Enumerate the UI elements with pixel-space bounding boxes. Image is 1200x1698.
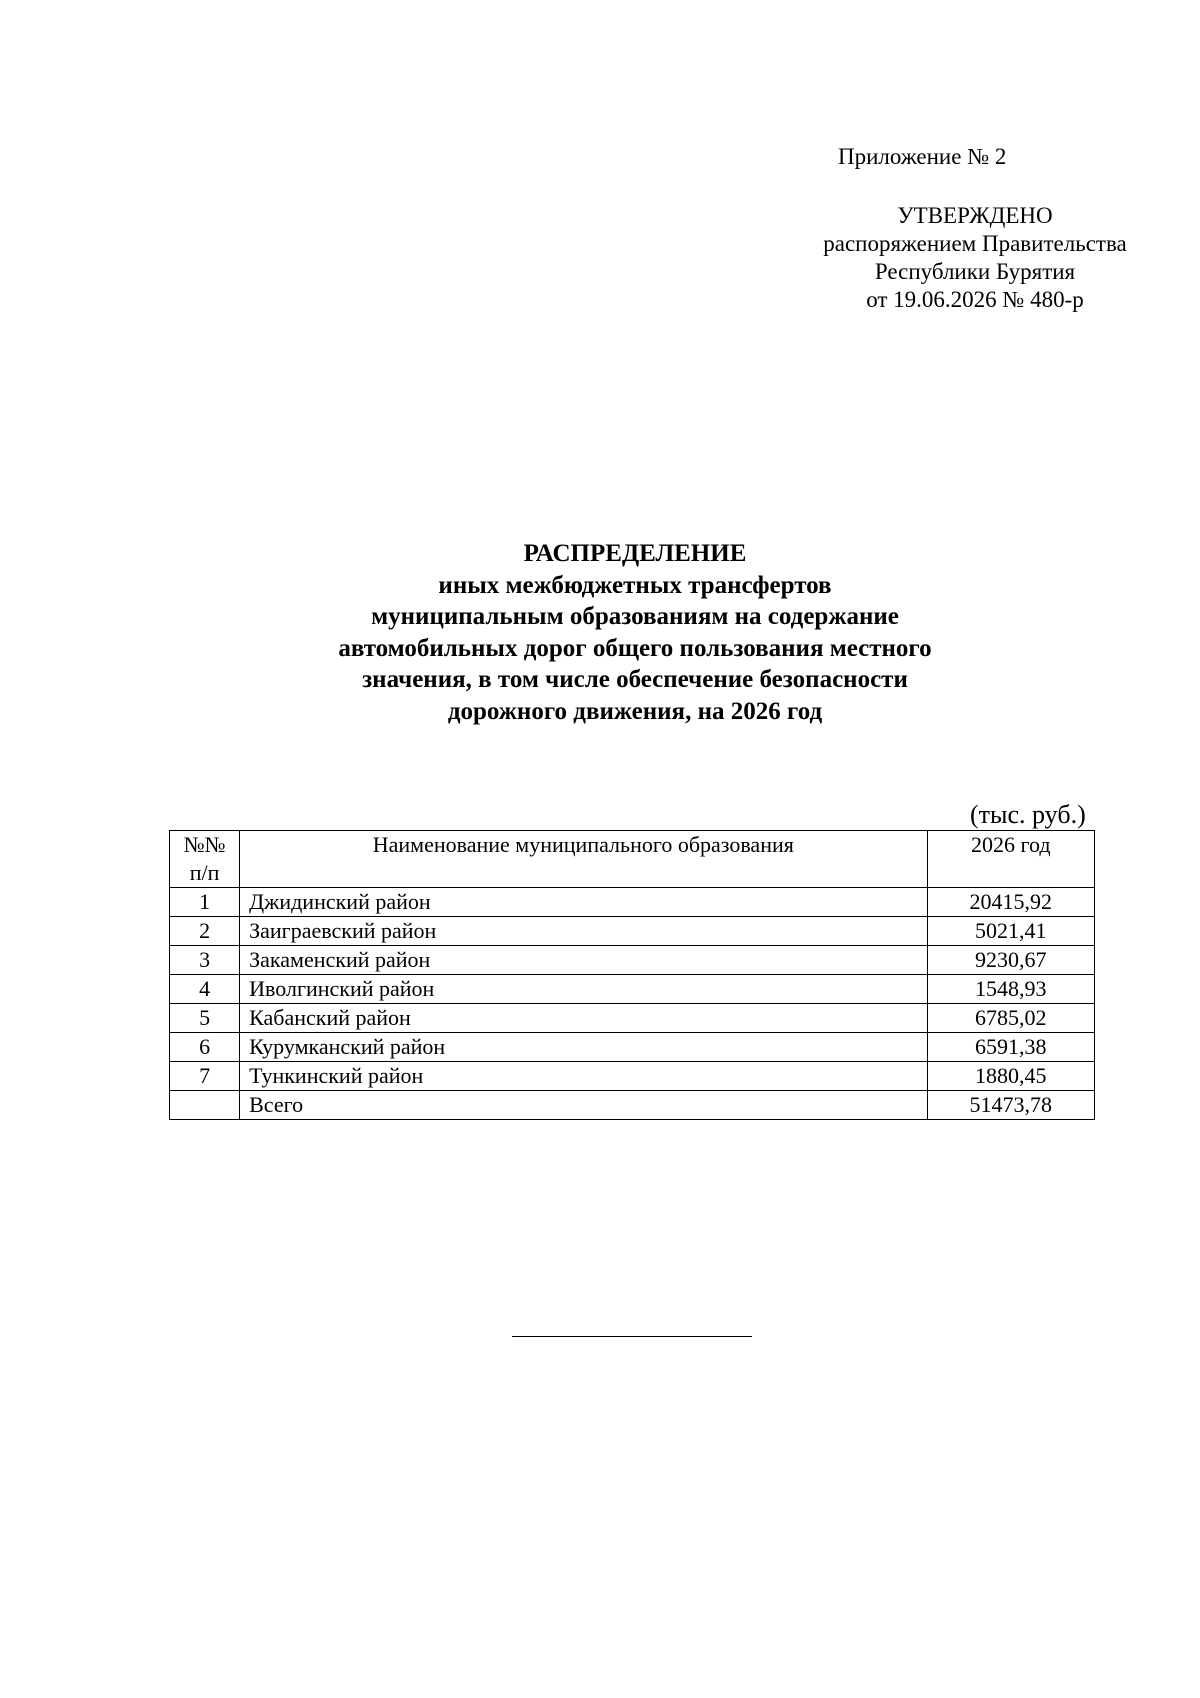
table-header-row	[170, 831, 1095, 888]
header-year: 2026 год	[927, 831, 1094, 888]
row-number: 1	[170, 888, 240, 917]
row-number: 6	[170, 1033, 240, 1062]
row-value: 5021,41	[927, 917, 1094, 946]
table-row	[170, 917, 1095, 946]
title-line-6: дорожного движения, на 2026 год	[447, 697, 823, 725]
row-name: Кабанский район	[240, 1004, 927, 1033]
title-line-4: автомобильных дорог общего пользования местного	[338, 634, 932, 662]
row-name: Джидинский район	[240, 888, 927, 917]
row-number: 3	[170, 946, 240, 975]
approval-line-1: распоряжением Правительства	[823, 231, 1127, 256]
table-row	[170, 946, 1095, 975]
row-value: 1548,93	[927, 975, 1094, 1004]
table-row	[170, 1033, 1095, 1062]
table-row	[170, 975, 1095, 1004]
header-number	[170, 831, 240, 888]
header-number-line-1: №№	[183, 832, 226, 857]
row-value: 20415,92	[927, 888, 1094, 917]
approval-block	[740, 202, 1200, 314]
closing-divider	[512, 1336, 752, 1337]
document-title	[150, 538, 1120, 727]
units-label: (тыс. руб.)	[970, 800, 1086, 829]
approved-stamp: УТВЕРЖДЕНО	[897, 203, 1053, 228]
row-value: 6785,02	[927, 1004, 1094, 1033]
approval-line-3: от 19.06.2026 № 480-р	[866, 287, 1084, 312]
table-row	[170, 1062, 1095, 1091]
header-name: Наименование муниципального образования	[240, 831, 927, 888]
row-name: Заиграевский район	[240, 917, 927, 946]
row-value: 9230,67	[927, 946, 1094, 975]
row-name: Закаменский район	[240, 946, 927, 975]
row-name: Тункинский район	[240, 1062, 927, 1091]
title-line-3: муниципальным образованиям на содержание	[371, 603, 899, 630]
row-name: Иволгинский район	[240, 975, 927, 1004]
appendix-label: Приложение № 2	[838, 144, 1007, 169]
table-row	[170, 888, 1095, 917]
title-line-1: РАСПРЕДЕЛЕНИЕ	[523, 540, 747, 567]
row-value: 1880,45	[927, 1062, 1094, 1091]
total-label: Всего	[240, 1091, 927, 1120]
table-total-row	[170, 1091, 1095, 1120]
approval-line-2: Республики Бурятия	[874, 259, 1076, 284]
distribution-table	[169, 830, 1095, 1120]
title-line-2: иных межбюджетных трансфертов	[438, 571, 832, 599]
title-line-5: значения, в том числе обеспечение безопасности	[362, 666, 908, 693]
row-number: 5	[170, 1004, 240, 1033]
row-number: 2	[170, 917, 240, 946]
total-value: 51473,78	[927, 1091, 1094, 1120]
total-number	[170, 1091, 240, 1120]
header-number-line-2: п/п	[189, 860, 220, 885]
row-name: Курумканский район	[240, 1033, 927, 1062]
row-number: 7	[170, 1062, 240, 1091]
row-value: 6591,38	[927, 1033, 1094, 1062]
table-row	[170, 1004, 1095, 1033]
row-number: 4	[170, 975, 240, 1004]
